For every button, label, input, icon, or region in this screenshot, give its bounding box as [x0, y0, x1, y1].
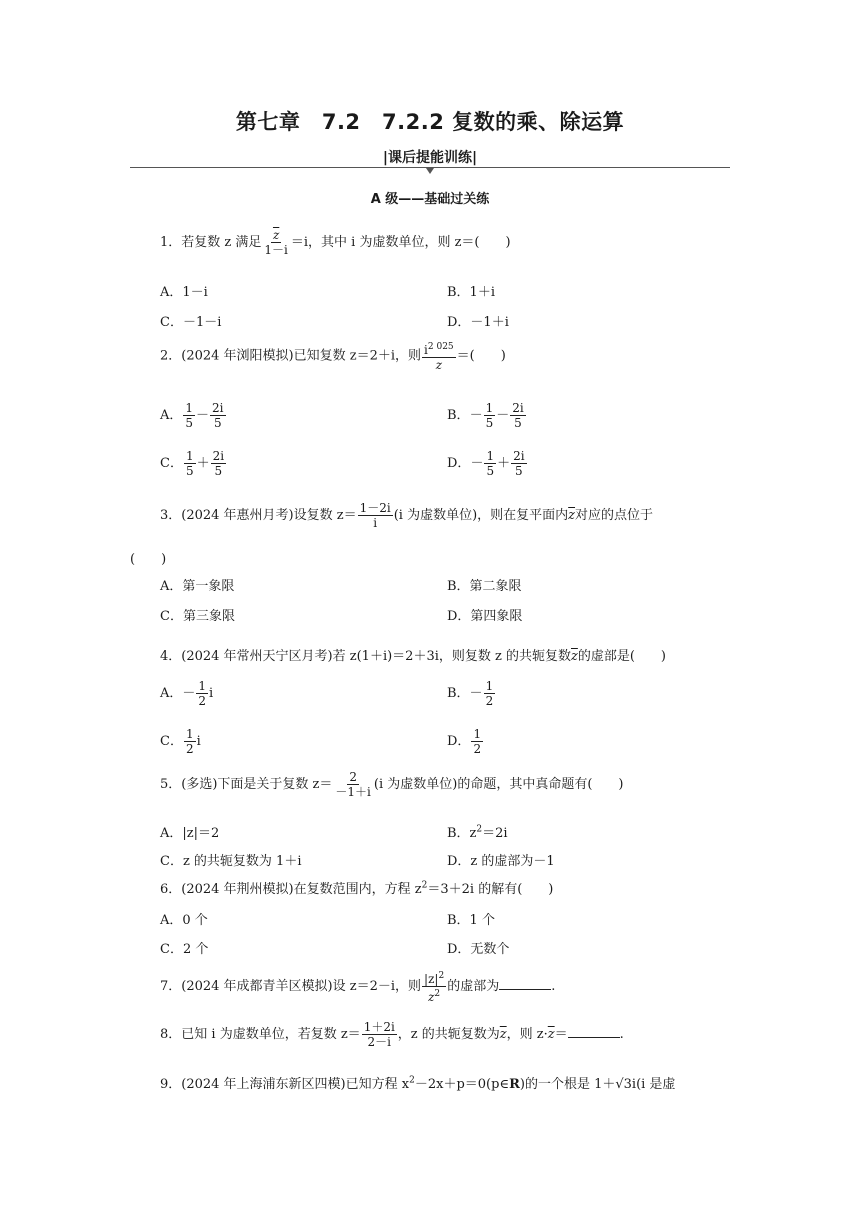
q5-option-d[interactable]: D．z 的虚部为－1 — [447, 854, 555, 869]
question-6: 6．(2024 年荆州模拟)在复数范围内，方程 $z^2=3+2i$ 的解有( ) — [160, 880, 554, 897]
q3-option-c[interactable]: C．第三象限 — [160, 609, 235, 624]
q1-option-b[interactable]: B．1＋i — [447, 285, 495, 300]
q6-option-b[interactable]: B．1 个 — [447, 913, 495, 928]
level-heading: A 级——基础过关练 — [370, 192, 490, 207]
q4-option-a[interactable]: A．－ $\frac{1}{2}$ i — [160, 679, 214, 708]
q1-fraction: $\frac{\overline{z}}{1-i}$ — [264, 228, 288, 257]
question-7: 7．(2024 年成都青羊区模拟)设 z＝2－i，则 $\frac{|z|^2}{z^2}$ 的虚部为 . — [160, 971, 556, 1004]
q8-fraction: $\frac{1+2i}{2-i}$ — [363, 1020, 395, 1049]
q2-option-b[interactable]: B．－ $\frac{1}{5}$ － $\frac{2i}{5}$ — [447, 401, 524, 430]
q4-option-b[interactable]: B．－ $\frac{1}{2}$ — [447, 679, 494, 708]
question-4: 4．(2024 年常州天宁区月考)若 z(1＋i)＝2＋3i，则复数 z 的共轭复数$\overline{z}$的虚部是( ) — [160, 649, 667, 664]
q2-option-c[interactable]: C． $\frac{1}{5}$ ＋ $\frac{2i}{5}$ — [160, 449, 225, 478]
q7-fraction: $\frac{|z|^2}{z^2}$ — [424, 971, 445, 1004]
q5-fraction: $\frac{2}{-1+i}$ — [335, 770, 371, 799]
q3-option-d[interactable]: D．第四象限 — [447, 609, 523, 624]
section-tag: |课后提能训练| — [382, 150, 478, 166]
q2-option-d[interactable]: D．－ $\frac{1}{5}$ ＋ $\frac{2i}{5}$ — [447, 449, 525, 478]
z-conjugate-symbol: $\overline{z}$ — [547, 1027, 555, 1042]
q5-option-a[interactable]: A．|z|＝2 — [160, 826, 220, 841]
q6-option-c[interactable]: C．2 个 — [160, 942, 209, 957]
q4-option-c[interactable]: C． $\frac{1}{2}$ i — [160, 727, 201, 756]
question-1: 1．若复数 z 满足 $\frac{\overline{z}}{1-i}$ ＝i，其中 i 为虚数单位，则 z＝( ) — [160, 228, 511, 257]
z-conjugate-symbol: $\overline{z}$ — [571, 649, 578, 664]
q3-option-b[interactable]: B．第二象限 — [447, 579, 522, 594]
q6-option-d[interactable]: D．无数个 — [447, 942, 510, 957]
header-rule-marker — [426, 168, 434, 174]
q4-option-d[interactable]: D． $\frac{1}{2}$ — [447, 727, 482, 756]
answer-blank[interactable] — [568, 1026, 620, 1038]
answer-blank[interactable] — [499, 978, 551, 990]
z-conjugate-symbol: $\overline{z}$ — [499, 1027, 507, 1042]
q1-option-a[interactable]: A．1－i — [160, 285, 208, 300]
q6-option-a[interactable]: A．0 个 — [160, 913, 208, 928]
question-8: 8．已知 i 为虚数单位，若复数 z＝ $\frac{1+2i}{2-i}$ ，z 的共轭复数为$\overline{z}$，则 $z\cdot\overline{z}=$ . — [160, 1020, 624, 1049]
question-5: 5．(多选)下面是关于复数 z＝ $\frac{2}{-1+i}$ (i 为虚数单位)的命题，其中真命题有( ) — [160, 770, 624, 799]
q2-option-a[interactable]: A． $\frac{1}{5}$ － $\frac{2i}{5}$ — [160, 401, 224, 430]
q5-option-b[interactable]: B．$z^2=2i$ — [447, 824, 508, 841]
q1-option-c[interactable]: C．－1－i — [160, 315, 222, 330]
q1-option-d[interactable]: D．－1＋i — [447, 315, 509, 330]
page-title: 第七章 7.2 7.2.2 复数的乘、除运算 — [235, 110, 625, 134]
q3-option-a[interactable]: A．第一象限 — [160, 579, 235, 594]
question-9: 9．(2024 年上海浦东新区四模)已知方程 $x^2-2x+p=0(p\in R)$的一个根是 1＋√3i(i 是虚 — [160, 1075, 676, 1092]
q2-fraction: $\frac{i^{2 025}}{z}$ — [424, 342, 454, 372]
question-3: 3．(2024 年惠州月考)设复数 z＝ $\frac{1-2i}{i}$ (i 为虚数单位)，则在复平面内$\overline{z}$对应的点位于 — [160, 501, 654, 530]
q5-option-c[interactable]: C．z 的共轭复数为 1＋i — [160, 854, 302, 869]
q3-answer-paren: ( ) — [130, 552, 167, 567]
question-2: 2．(2024 年浏阳模拟)已知复数 z＝2＋i，则 $\frac{i^{2 025}}{z}$ ＝( ) — [160, 342, 506, 372]
z-conjugate-symbol: $\overline{z}$ — [568, 508, 576, 523]
q3-fraction: $\frac{1-2i}{i}$ — [359, 501, 391, 530]
